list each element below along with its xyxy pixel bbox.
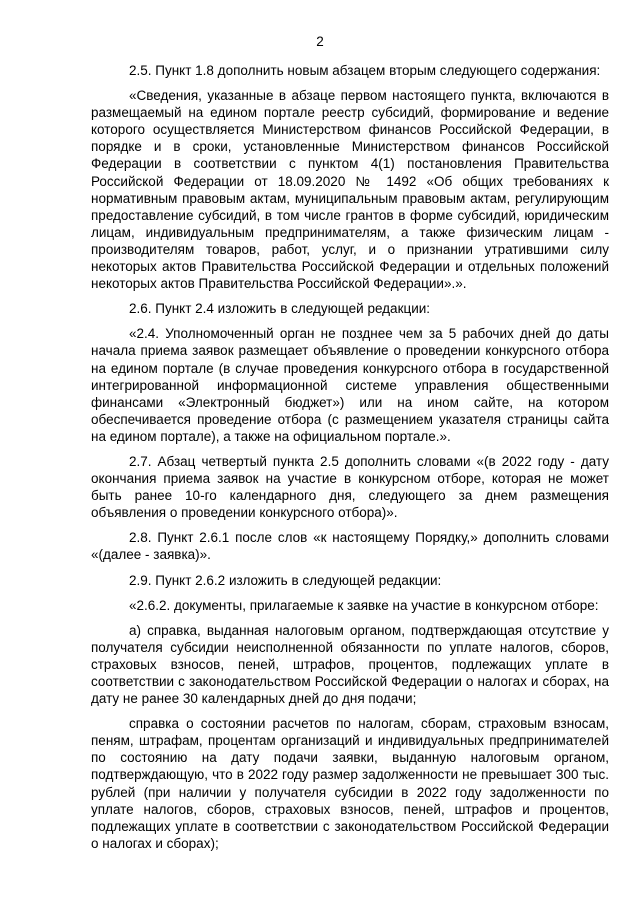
paragraph-2-9: 2.9. Пункт 2.6.2 изложить в следующей редакции:	[129, 572, 442, 588]
paragraph-item-a: а) справка, выданная налоговым органом, подтверждающая отсутствие у получателя субсидии неисполненной обязанности по уплате налогов, сборов, страховых взносов, пеней, штрафов, процентов, подлежащих уплате в соответствии с законодательством Российской Федерации о налогах и сборах, на дату не ранее 30 календарных дней до дня подачи;	[91, 622, 609, 707]
page-number: 2	[316, 34, 324, 49]
paragraph-2-5-text: «Сведения, указанные в абзаце первом настоящего пункта, включаются в размещаемый на едином портале реестр субсидий, формирование и ведение которого осуществляется Министерством финансов Российской Федерации, в порядке и в сроки, установленные Министерством финансов Российской Федерации в соответствии с пунктом 4(1) постановления Правительства Российской Федерации от 18.09.2020 № 1492 «Об общих требованиях к нормативным правовым актам, муниципальным правовым актам, регулирующим предоставление субсидий, в том числе грантов в форме субсидий, юридическим лицам, индивидуальным предпринимателям, а также физическим лицам - производителям товаров, работ, услуг, и о признании утратившими силу некоторых актов Правительства Российской Федерации и отдельных положений некоторых актов Правительства Российской Федерации».».	[91, 88, 609, 292]
paragraph-2-6: 2.6. Пункт 2.4 изложить в следующей редакции:	[129, 301, 431, 317]
paragraph-2-6-2: «2.6.2. документы, прилагаемые к заявке на участие в конкурсном отборе:	[129, 597, 599, 613]
paragraph-2-7: 2.7. Абзац четвертый пункта 2.5 дополнить словами «(в 2022 году - дату окончания приема заявок на участие в конкурсном отборе, которая не может быть ранее 10-го календарного дня, следующего за днем размещения объявления о проведении конкурсного отбора)».	[91, 453, 609, 521]
paragraph-2-6-text: «2.4. Уполномоченный орган не позднее чем за 5 рабочих дней до даты начала приема заявок размещает объявление о проведении конкурсного отбора на едином портале (в случае проведения конкурсного отбора в государственной интегрированной информационной системе управления общественными финансами «Электронный бюджет») или на ином сайте, на котором обеспечивается проведение отбора (с размещением указателя страницы сайта на едином портале), а также на официальном портале.».	[91, 326, 609, 444]
document-body	[91, 62, 609, 860]
paragraph-2-5: 2.5. Пункт 1.8 дополнить новым абзацем вторым следующего содержания:	[129, 63, 601, 78]
paragraph-tax-certificate: справка о состоянии расчетов по налогам, сборам, страховым взносам, пеням, штрафам, процентам организаций и индивидуальных предпринимателей по состоянию на дату подачи заявки, выданную налоговым органом, подтверждающую, что в 2022 году размер задолженности не превышает 300 тыс. рублей (при наличии у получателя субсидии в 2022 году задолженности по уплате налогов, сборов, страховых взносов, пеней, штрафов и процентов, подлежащих уплате в соответствии с законодательством Российской Федерации о налогах и сборах);	[91, 716, 609, 851]
paragraph-2-8: 2.8. Пункт 2.6.1 после слов «к настоящему Порядку,» дополнить словами «(далее - заявка)».	[91, 530, 609, 563]
